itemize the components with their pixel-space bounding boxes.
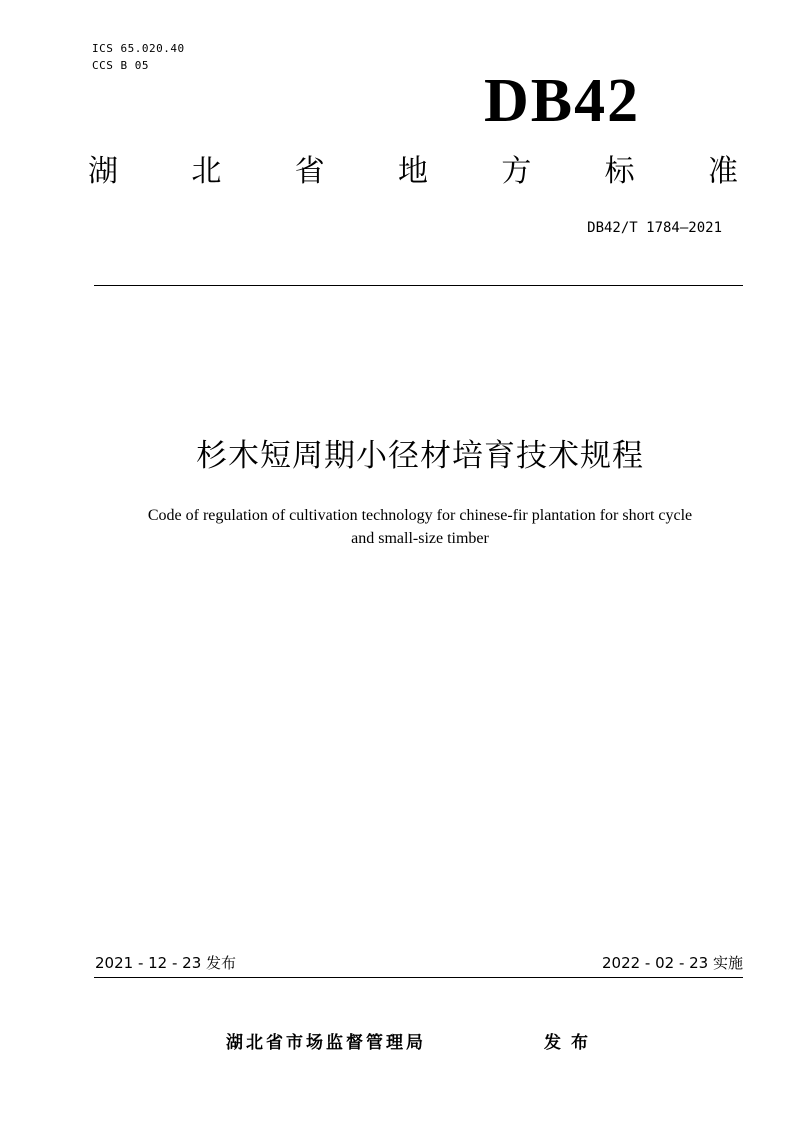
standard-type-char: 湖 <box>88 154 118 189</box>
issue-date: 2021 - 12 - 23 发布 <box>95 954 237 972</box>
issuing-action: 发布 <box>544 1033 598 1053</box>
english-title-line-2: and small-size timber <box>351 530 489 547</box>
db42-logo: DB42 <box>484 67 641 135</box>
standard-type-char: 方 <box>501 154 532 189</box>
bottom-divider <box>94 977 743 978</box>
standard-type-heading <box>88 150 738 194</box>
document-title-chinese: 杉木短周期小径材培育技术规程 <box>196 438 644 474</box>
standard-type-char: 省 <box>294 154 325 189</box>
ics-code: ICS 65.020.40 <box>92 42 185 55</box>
document-title-english <box>90 504 750 550</box>
classification-codes <box>92 40 185 74</box>
standard-type-char: 地 <box>397 154 428 189</box>
standard-number: DB42/T 1784—2021 <box>587 220 722 236</box>
issuing-authority: 湖北省市场监督管理局 <box>226 1033 426 1053</box>
standard-type-char: 标 <box>604 154 635 189</box>
implementation-date: 2022 - 02 - 23 实施 <box>601 954 743 972</box>
english-title-line-1: Code of regulation of cultivation technology for chinese-fir plantation for short cycle <box>147 507 693 524</box>
standard-type-char: 准 <box>707 154 738 189</box>
standard-type-char: 北 <box>191 154 222 189</box>
ccs-code: CCS B 05 <box>92 59 149 72</box>
top-divider <box>94 285 743 286</box>
